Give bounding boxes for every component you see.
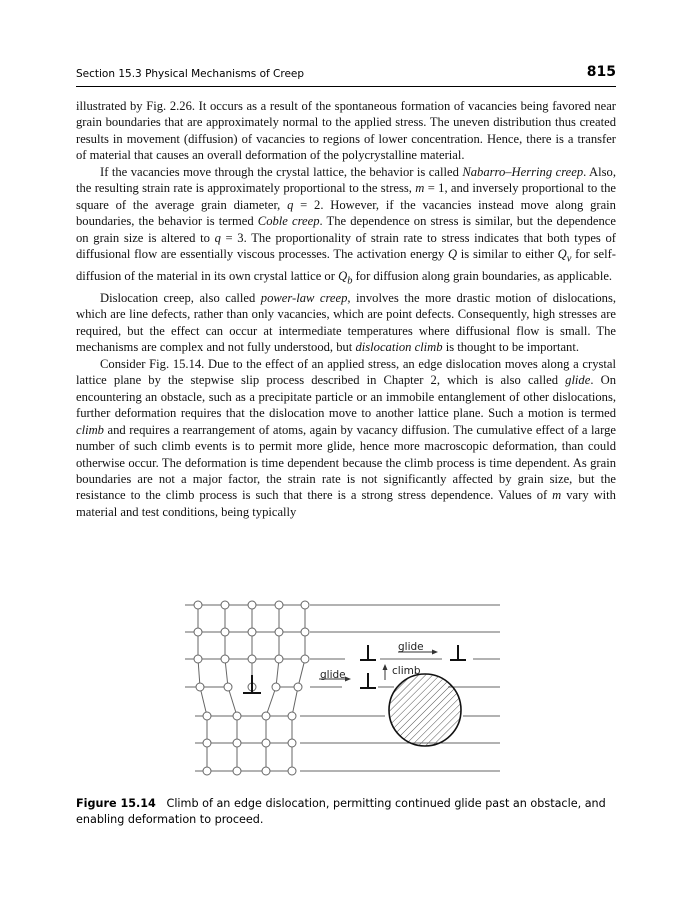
label-glide-lower: glide: [320, 669, 346, 681]
figure-caption: [76, 796, 621, 828]
lattice-dislocation-symbol: [243, 675, 261, 693]
paragraph-3: Dislocation creep, also called power-law creep, involves the more drastic motion of dislocations, which are line defects, rather than only vacancies, which are point defects. Consequently, high stresses are required, but the effect can occur at intermediate temperatures where diffusional flow is small. The mechanisms are complex and not fully understood, but dislocation climb is thought to be important.: [76, 291, 617, 355]
paragraph-1: illustrated by Fig. 2.26. It occurs as a result of the spontaneous formation of vacancies being favored near grain boundaries that are approximately normal to the applied stress. The uneven distribution thus created results in movement (diffusion) of vacancies to regions of lower concentration. Hence, there is a transfer of material that causes an overall deformation of the polycrystalline material.: [76, 99, 616, 163]
climb-diagram: [180, 595, 500, 785]
body-text: [76, 98, 616, 520]
section-title: Section 15.3 Physical Mechanisms of Creep: [76, 68, 305, 80]
paragraph-4: Consider Fig. 15.14. Due to the effect of an applied stress, an edge dislocation moves along a crystal lattice plane by the stepwise slip process described in Chapter 2, which is also called glide. On encountering an obstacle, such as a precipitate particle or an immobile entanglement of other dislocations, further deformation requires that the dislocation move to another lattice plane. Such a motion is termed climb and requires a rearrangement of atoms, again by vacancy diffusion. The cumulative effect of a large number of such climb events is to permit more glide, hence more macroscopic deformation, than could otherwise occur. The deformation is time dependent because the climb process is time dependent. As grain boundaries are not a major factor, the strain rate is not significantly affected by grain size, but the resistance to the climb process is such that there is a strong stress dependence. Values of m vary with material and test conditions, being typically: [76, 356, 616, 519]
label-climb: climb: [392, 665, 421, 677]
page-number: 815: [586, 64, 616, 80]
obstacle-particle: [389, 674, 461, 746]
figure-15-14: [180, 595, 500, 785]
paragraph-2: If the vacancies move through the crystal lattice, the behavior is called Nabarro–Herring creep. Also, the resulting strain rate is approximately proportional to the stress, m = 1, and inversely proportional to the square of the average grain diameter, q = 2. However, if the vacancies instead move along grain boundaries, the behavior is termed Coble creep. The dependence on stress is similar, but the dependence on grain size is altered to q = 3. The proportionality of strain rate to stress indicates that both types of diffusional flow are essentially viscous processes. The activation energy Q is similar to either $Q_v$ for self-diffusion of the material in its own crystal lattice or $Q_b$ for diffusion along grain boundaries, as applicable.: [76, 164, 616, 287]
caption-text: Climb of an edge dislocation, permitting continued glide past an obstacle, and enabling deformation to proceed.: [76, 797, 606, 826]
label-glide-upper: glide: [398, 641, 424, 653]
running-header: [76, 64, 616, 87]
caption-label: Figure 15.14: [76, 797, 156, 810]
